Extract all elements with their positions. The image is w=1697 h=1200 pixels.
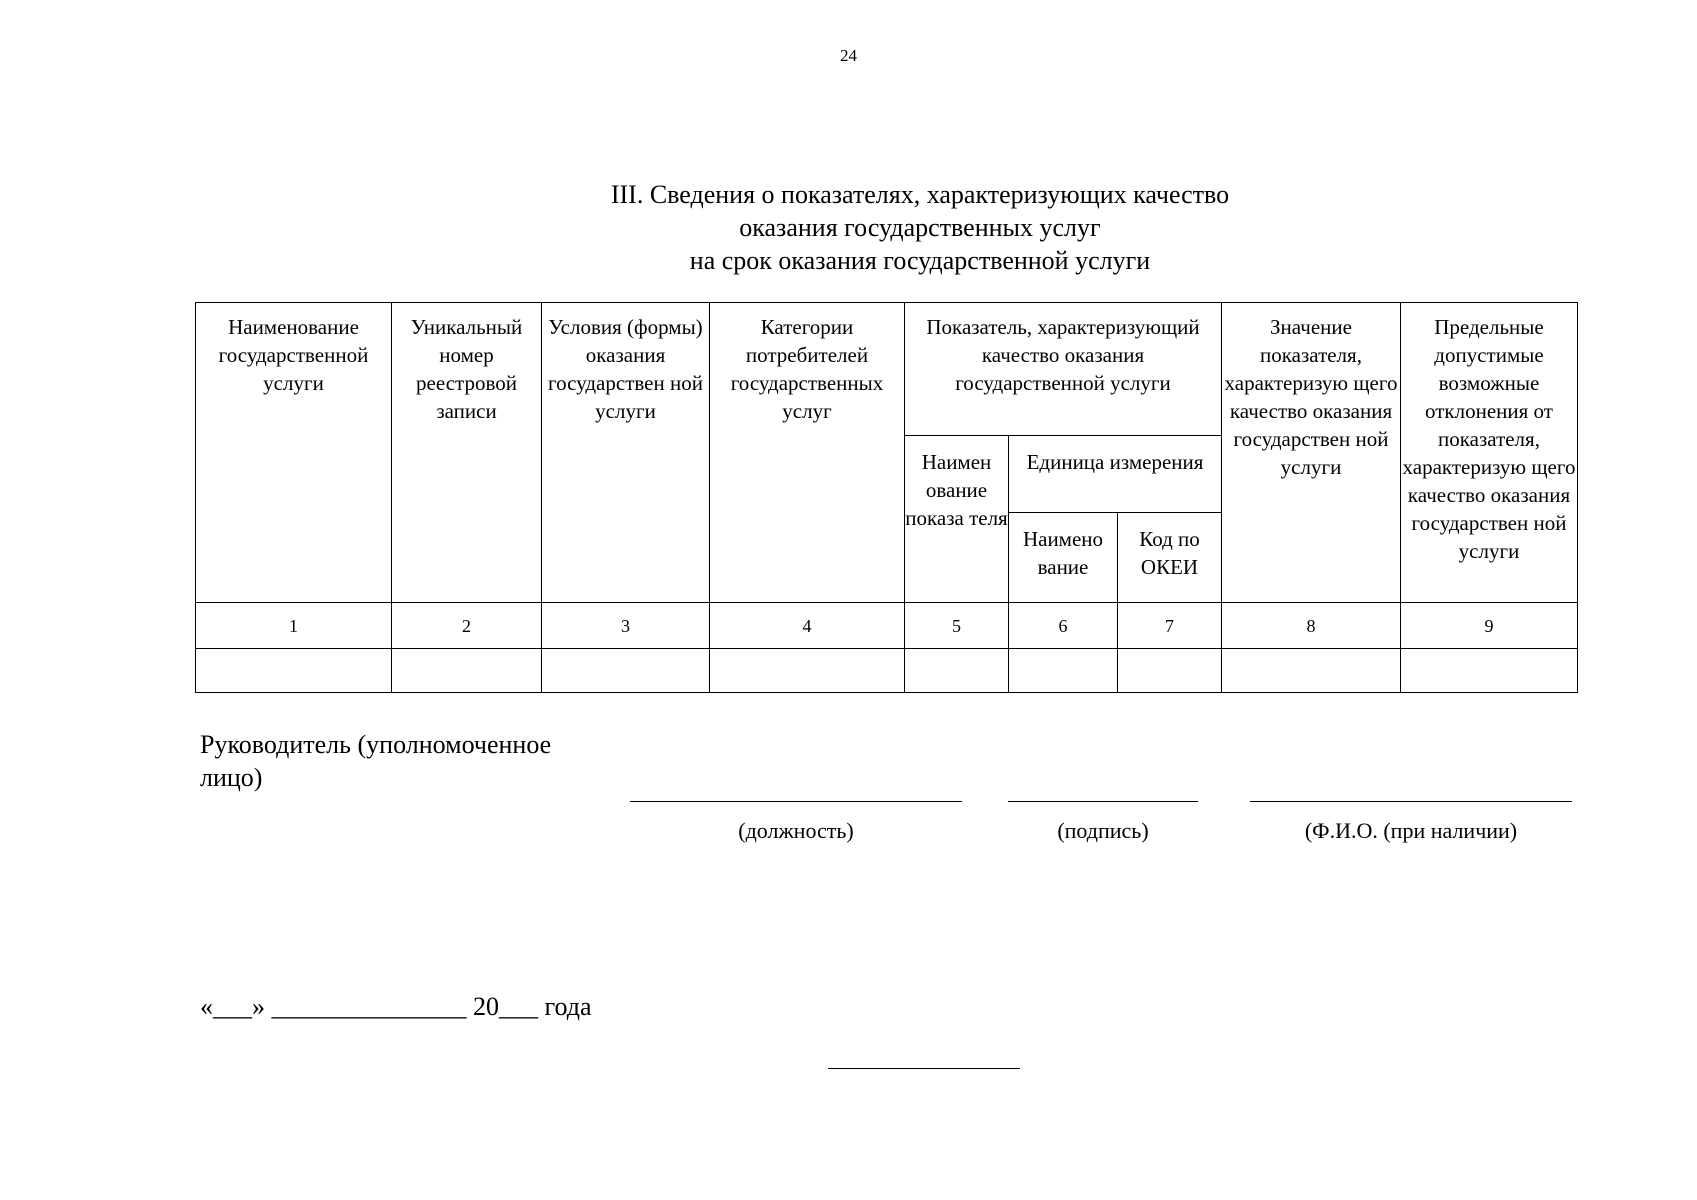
header-allowed-deviations: Предельные допустимые возможные отклонения от показателя, характеризую щего качество оказания государствен ной услуги xyxy=(1401,303,1578,603)
header-registry-number: Уникальный номер реестровой записи xyxy=(392,303,542,603)
header-indicator: Показатель, характеризующий качество оказания государственной услуги xyxy=(905,303,1222,436)
table-row xyxy=(196,649,1578,693)
column-numbers-row xyxy=(196,603,1578,649)
table-cell xyxy=(710,649,905,693)
signature-line xyxy=(1008,801,1198,802)
section-title-line: оказания государственных услуг xyxy=(739,213,1101,242)
position-caption: (должность) xyxy=(738,818,854,843)
column-number: 2 xyxy=(392,603,542,649)
column-number: 6 xyxy=(1009,603,1118,649)
section-title-line: III. Сведения о показателях, характеризующих качество xyxy=(610,180,1230,209)
section-title-line: на срок оказания государственной услуги xyxy=(689,246,1151,275)
table-cell xyxy=(392,649,542,693)
column-number: 1 xyxy=(196,603,392,649)
header-indicator-name: Наимен ование показа теля xyxy=(905,436,1009,603)
table-cell xyxy=(1009,649,1118,693)
table-cell xyxy=(905,649,1009,693)
table-cell xyxy=(196,649,392,693)
table-cell xyxy=(1401,649,1578,693)
page-number: 24 xyxy=(840,46,857,65)
column-number: 8 xyxy=(1222,603,1401,649)
header-conditions: Условия (формы) оказания государствен ной услуги xyxy=(542,303,710,603)
section-title xyxy=(540,178,1300,277)
signer-label: Руководитель (уполномоченное лицо) xyxy=(200,730,552,792)
name-line xyxy=(1250,801,1572,802)
header-unit-code: Код по ОКЕИ xyxy=(1118,513,1222,603)
table-cell xyxy=(1118,649,1222,693)
header-service-name: Наименование государственной услуги xyxy=(196,303,392,603)
signature-caption: (подпись) xyxy=(1057,818,1149,843)
column-number: 4 xyxy=(710,603,905,649)
column-number: 7 xyxy=(1118,603,1222,649)
name-caption: (Ф.И.О. (при наличии) xyxy=(1304,818,1518,843)
column-number: 9 xyxy=(1401,603,1578,649)
column-number: 3 xyxy=(542,603,710,649)
table-cell xyxy=(1222,649,1401,693)
header-unit: Единица измерения xyxy=(1009,436,1222,513)
header-unit-name: Наимено вание xyxy=(1009,513,1118,603)
header-indicator-value: Значение показателя, характеризую щего качество оказания государствен ной услуги xyxy=(1222,303,1401,603)
header-consumer-categories: Категории потребителей государственных услуг xyxy=(710,303,905,603)
bottom-line xyxy=(828,1068,1020,1069)
table-cell xyxy=(542,649,710,693)
position-line xyxy=(630,801,962,802)
column-number: 5 xyxy=(905,603,1009,649)
date-line: «___» _______________ 20___ года xyxy=(200,992,592,1021)
quality-indicators-table xyxy=(195,302,1578,693)
